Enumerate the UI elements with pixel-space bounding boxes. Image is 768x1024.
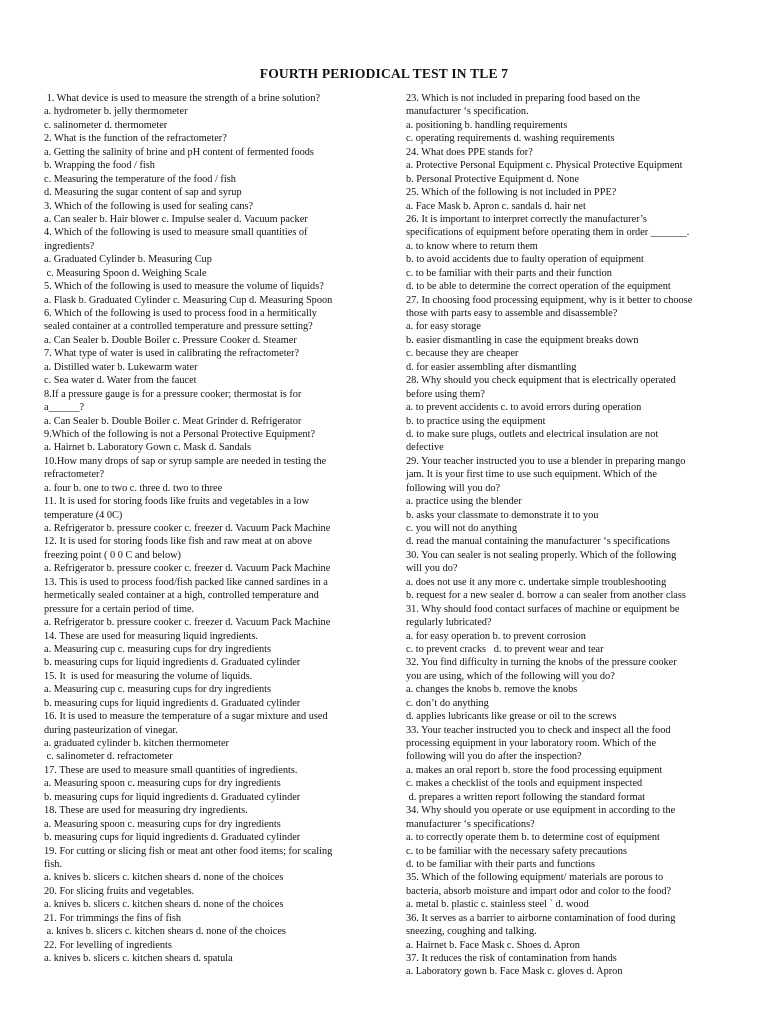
question-text-line: d. to be familiar with their parts and functions: [406, 858, 596, 870]
question-text-line: bacteria, absorb moisture and impart odor and color to the food?: [406, 885, 672, 897]
right-question-column: [406, 92, 746, 979]
question-text-line: 17. These are used to measure small quantities of ingredients.: [44, 764, 298, 776]
question-text-line: those with parts easy to assemble and disassemble?: [406, 308, 618, 319]
question-text-line: a. to prevent accidents c. to avoid errors during operation: [406, 402, 642, 414]
question-text-line: 9.Which of the following is not a Personal Protective Equipment?: [44, 428, 316, 440]
question-text-line: 10.How many drops of sap or syrup sample are needed in testing the: [44, 455, 327, 467]
question-text-line: 24. What does PPE stands for?: [406, 146, 533, 158]
question-text-line: 22. For levelling of ingredients: [44, 939, 172, 951]
question-text-line: a. knives b. slicers c. kitchen shears d. none of the choices: [44, 872, 284, 884]
question-text-line: a. does not use it any more c. undertake simple troubleshooting: [406, 576, 667, 588]
page-title: FOURTH PERIODICAL TEST IN TLE 7: [259, 66, 509, 81]
question-text-line: 30. You can sealer is not sealing properly. Which of the following: [406, 549, 677, 561]
question-text-line: during pasteurization of vinegar.: [44, 724, 178, 736]
left-question-column: [44, 92, 376, 965]
question-text-line: a. Measuring cup c. measuring cups for dry ingredients: [44, 684, 272, 696]
question-text-line: 12. It is used for storing foods like fish and raw meat at on above: [44, 536, 312, 548]
question-text-line: a. makes an oral report b. store the food processing equipment: [406, 764, 663, 776]
question-text-line: a. Can sealer b. Hair blower c. Impulse sealer d. Vacuum packer: [44, 213, 308, 225]
question-text-line: c. makes a checklist of the tools and equipment inspected: [406, 778, 643, 790]
question-text-line: b. to avoid accidents due to faulty operation of equipment: [406, 254, 644, 266]
question-text-line: manufacturer ‘s specification.: [406, 106, 529, 118]
question-text-line: a. Can Sealer b. Double Boiler c. Meat Grinder d. Refrigerator: [44, 415, 302, 427]
question-text-line: 6. Which of the following is used to process food in a hermitically: [44, 308, 317, 319]
question-text-line: b. Wrapping the food / fish: [44, 160, 155, 172]
question-text-line: will you do?: [406, 563, 458, 575]
question-text-line: b. measuring cups for liquid ingredients d. Graduated cylinder: [44, 657, 301, 669]
question-text-line: 14. These are used for measuring liquid ingredients.: [44, 630, 258, 642]
question-text-line: a. for easy storage: [406, 321, 481, 333]
question-text-line: a. Protective Personal Equipment c. Physical Protective Equipment: [406, 160, 683, 172]
question-text-line: pressure for a certain period of time.: [44, 603, 195, 615]
question-text-line: a. Can Sealer b. Double Boiler c. Pressure Cooker d. Steamer: [44, 334, 297, 346]
question-text-line: a. Face Mask b. Apron c. sandals d. hair net: [406, 200, 586, 212]
question-text-line: 37. It reduces the risk of contamination from hands: [406, 953, 617, 964]
question-text-line: 23. Which is not included in preparing food based on the: [406, 93, 641, 104]
question-text-line: a. knives b. slicers c. kitchen shears d. none of the choices: [44, 899, 284, 911]
question-text-line: d. Measuring the sugar content of sap and syrup: [44, 187, 242, 199]
question-text-line: a. metal b. plastic c. stainless steel ` d. wood: [406, 899, 589, 911]
question-text-line: specifications of equipment before operating them in order _______.: [406, 227, 690, 239]
question-text-line: b. request for a new sealer d. borrow a can sealer from another class: [406, 590, 686, 602]
question-text-line: 33. Your teacher instructed you to check and inspect all the food: [406, 724, 671, 736]
question-text-line: c. Measuring Spoon d. Weighing Scale: [44, 267, 207, 279]
question-text-line: d. to make sure plugs, outlets and electrical insulation are not: [406, 428, 659, 440]
question-text-line: freezing point ( 0 0 C and below): [44, 549, 181, 561]
question-text-line: a. Hairnet b. Laboratory Gown c. Mask d. Sandals: [44, 442, 252, 454]
question-text-line: 5. Which of the following is used to measure the volume of liquids?: [44, 281, 324, 293]
question-text-line: 7. What type of water is used in calibrating the refractometer?: [44, 348, 300, 360]
question-text-line: following will you do?: [406, 482, 501, 494]
question-text-line: c. salinometer d. thermometer: [44, 119, 168, 131]
question-text-line: c. to prevent cracks d. to prevent wear and tear: [406, 643, 604, 655]
question-text-line: 34. Why should you operate or use equipment in according to the: [406, 805, 676, 817]
question-text-line: a______?: [44, 402, 85, 414]
question-text-line: a. Hairnet b. Face Mask c. Shoes d. Apron: [406, 939, 580, 951]
question-text-line: d. for easier assembling after dismantling: [406, 361, 577, 373]
question-text-line: sneezing, coughing and talking.: [406, 926, 537, 938]
question-text-line: c. salinometer d. refractometer: [44, 751, 173, 763]
question-text-line: ingredients?: [44, 240, 95, 252]
question-text-line: manufacturer ‘s specifications?: [406, 818, 535, 830]
question-text-line: before using them?: [406, 388, 485, 400]
question-text-line: 19. For cutting or slicing fish or meat ant other food items; for scaling: [44, 845, 333, 857]
question-text-line: c. Sea water d. Water from the faucet: [44, 375, 197, 387]
question-text-line: a. graduated cylinder b. kitchen thermometer: [44, 738, 229, 749]
question-text-line: 25. Which of the following is not included in PPE?: [406, 187, 617, 199]
question-text-line: 28. Why should you check equipment that is electrically operated: [406, 375, 676, 387]
question-text-line: a. to know where to return them: [406, 240, 538, 252]
question-text-line: 20. For slicing fruits and vegetables.: [44, 885, 195, 897]
question-text-line: a. Laboratory gown b. Face Mask c. gloves d. Apron: [406, 966, 623, 978]
question-text-line: c. to be familiar with the necessary safety precautions: [406, 845, 628, 857]
question-text-line: following will you do after the inspection?: [406, 751, 582, 763]
question-text-line: b. measuring cups for liquid ingredients d. Graduated cylinder: [44, 791, 301, 803]
question-text-line: 32. You find difficulty in turning the knobs of the pressure cooker: [406, 657, 677, 669]
question-text-line: processing equipment in your laboratory room. Which of the: [406, 738, 657, 749]
question-text-line: b. easier dismantling in case the equipment breaks down: [406, 334, 639, 346]
question-text-line: a. Measuring cup c. measuring cups for dry ingredients: [44, 643, 272, 655]
question-text-line: a. Measuring spoon c. measuring cups for dry ingredients: [44, 818, 281, 830]
question-text-line: b. Personal Protective Equipment d. None: [406, 173, 580, 185]
question-text-line: you are using, which of the following will you do?: [406, 670, 615, 682]
question-text-line: 26. It is important to interpret correctly the manufacturer’s: [406, 213, 647, 225]
question-text-line: 2. What is the function of the refractometer?: [44, 133, 227, 145]
question-text-line: 16. It is used to measure the temperature of a sugar mixture and used: [44, 711, 328, 723]
question-text-line: fish.: [44, 858, 63, 870]
question-text-line: a. positioning b. handling requirements: [406, 119, 568, 131]
question-text-line: b. to practice using the equipment: [406, 415, 546, 427]
question-text-line: a. Measuring spoon c. measuring cups for dry ingredients: [44, 778, 281, 790]
question-text-line: 4. Which of the following is used to measure small quantities of: [44, 227, 308, 239]
question-text-line: a. Refrigerator b. pressure cooker c. freezer d. Vacuum Pack Machine: [44, 523, 331, 534]
question-text-line: refractometer?: [44, 469, 105, 481]
question-text-line: d. applies lubricants like grease or oil to the screws: [406, 711, 617, 723]
question-text-line: 21. For trimmings the fins of fish: [44, 912, 182, 924]
question-text-line: a. knives b. slicers c. kitchen shears d. none of the choices: [44, 926, 286, 938]
question-text-line: 18. These are used for measuring dry ingredients.: [44, 805, 248, 817]
question-text-line: hermetically sealed container at a high, controlled temperature and: [44, 590, 319, 602]
question-text-line: d. read the manual containing the manufacturer ‘s specifications: [406, 536, 670, 548]
question-text-line: a. hydrometer b. jelly thermometer: [44, 106, 188, 118]
question-text-line: sealed container at a controlled temperature and pressure setting?: [44, 321, 313, 333]
question-text-line: a. practice using the blender: [406, 496, 522, 508]
question-text-line: 1. What device is used to measure the strength of a brine solution?: [44, 93, 321, 104]
question-text-line: 36. It serves as a barrier to airborne contamination of food during: [406, 912, 676, 924]
question-text-line: a. four b. one to two c. three d. two to three: [44, 482, 223, 494]
question-text-line: a. for easy operation b. to prevent corrosion: [406, 630, 586, 642]
question-text-line: a. Distilled water b. Lukewarm water: [44, 361, 198, 373]
question-text-line: 27. In choosing food processing equipment, why is it better to choose: [406, 294, 693, 306]
question-text-line: a. knives b. slicers c. kitchen shears d. spatula: [44, 953, 233, 964]
question-text-line: 29. Your teacher instructed you to use a blender in preparing mango: [406, 455, 686, 467]
question-text-line: temperature (4 0C): [44, 509, 123, 521]
question-text-line: 11. It is used for storing foods like fruits and vegetables in a low: [44, 496, 309, 508]
question-text-line: jam. It is your first time to use such equipment. Which of the: [406, 469, 657, 481]
question-text-line: c. because they are cheaper: [406, 348, 519, 360]
question-text-line: c. to be familiar with their parts and their function: [406, 267, 612, 279]
question-text-line: a. Refrigerator b. pressure cooker c. freezer d. Vacuum Pack Machine: [44, 563, 331, 575]
question-text-line: a. Getting the salinity of brine and pH content of fermented foods: [44, 146, 314, 158]
question-text-line: a. Flask b. Graduated Cylinder c. Measuring Cup d. Measuring Spoon: [44, 294, 333, 306]
question-text-line: regularly lubricated?: [406, 617, 492, 629]
question-text-line: c. Measuring the temperature of the food / fish: [44, 173, 236, 185]
question-text-line: b. asks your classmate to demonstrate it to you: [406, 509, 599, 521]
question-text-line: c. don’t do anything: [406, 697, 489, 709]
question-text-line: a. to correctly operate them b. to determine cost of equipment: [406, 832, 660, 844]
question-text-line: b. measuring cups for liquid ingredients d. Graduated cylinder: [44, 697, 301, 709]
question-text-line: d. prepares a written report following the standard format: [406, 791, 646, 803]
question-text-line: a. changes the knobs b. remove the knobs: [406, 684, 578, 696]
question-text-line: c. operating requirements d. washing requirements: [406, 133, 615, 145]
question-text-line: 13. This is used to process food/fish packed like canned sardines in a: [44, 576, 328, 588]
question-text-line: 31. Why should food contact surfaces of machine or equipment be: [406, 603, 680, 615]
question-text-line: d. to be able to determine the correct operation of the equipment: [406, 281, 671, 293]
question-text-line: 35. Which of the following equipment/ materials are porous to: [406, 872, 664, 884]
question-text-line: defective: [406, 442, 444, 454]
question-text-line: a. Refrigerator b. pressure cooker c. freezer d. Vacuum Pack Machine: [44, 617, 331, 629]
question-text-line: a. Graduated Cylinder b. Measuring Cup: [44, 254, 212, 266]
question-text-line: 15. It is used for measuring the volume of liquids.: [44, 670, 253, 682]
question-text-line: 3. Which of the following is used for sealing cans?: [44, 200, 254, 212]
question-text-line: b. measuring cups for liquid ingredients d. Graduated cylinder: [44, 832, 301, 844]
question-text-line: c. you will not do anything: [406, 523, 517, 534]
question-text-line: 8.If a pressure gauge is for a pressure cooker; thermostat is for: [44, 388, 302, 400]
